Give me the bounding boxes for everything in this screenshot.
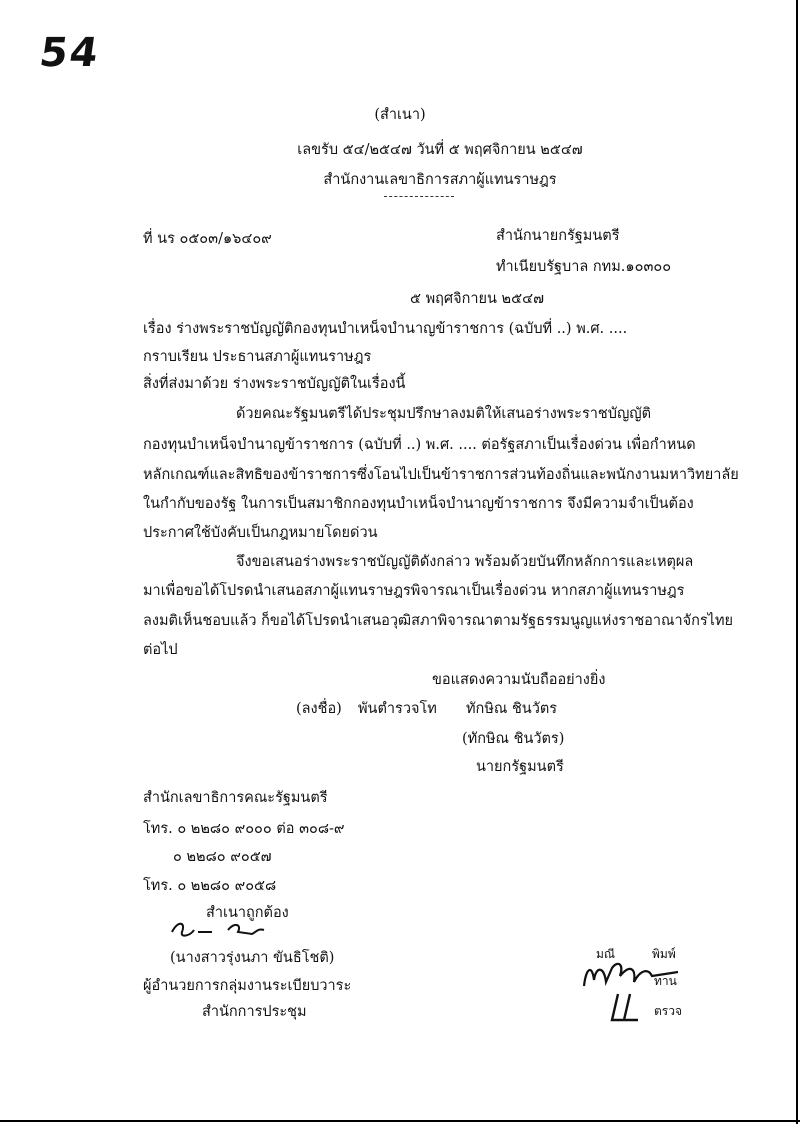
typist-name: มณี	[596, 947, 616, 961]
subject-line: เรื่อง ร่างพระราชบัญญัติกองทุนบำเหน็จบำนาญข้าราชการ (ฉบับที่ ..) พ.ศ. ....	[143, 321, 628, 337]
sender-office: สำนักนายกรัฐมนตรี	[496, 228, 620, 244]
certifier-signature-graphic	[168, 918, 278, 944]
signer-name-parenthetical: (ทักษิณ ชินวัตร)	[462, 731, 565, 747]
para2-line-1: จึงขอเสนอร่างพระราชบัญญัติดังกล่าว พร้อมด้วยบันทึกหลักการและเหตุผล	[236, 554, 694, 570]
signed-label-tan: ทาน	[654, 974, 677, 988]
certifier-name: (นางสาวรุ่งนภา ขันธิโชติ)	[170, 950, 335, 966]
sender-address: ทำเนียบรัฐบาล กทม.๑๐๓๐๐	[496, 259, 672, 275]
contact-office: สำนักเลขาธิการคณะรัฐมนตรี	[143, 790, 328, 806]
para1-line-4: ในกำกับของรัฐ ในการเป็นสมาชิกกองทุนบำเหน็จบำนาญข้าราชการ จึงมีความจำเป็นต้อง	[143, 496, 694, 512]
signer-rank: พันตำรวจโท	[358, 701, 437, 717]
para2-line-4: ต่อไป	[143, 642, 178, 658]
page-border-bottom	[0, 1120, 800, 1122]
para2-line-2: มาเพื่อขอได้โปรดนำเสนอสภาผู้แทนราษฎรพิจารณาเป็นเรื่องด่วน หากสภาผู้แทนราษฎร	[143, 583, 685, 599]
signer-name: ทักษิณ ชินวัตร	[466, 701, 558, 717]
certifier-office: สำนักการประชุม	[202, 1004, 307, 1020]
para1-line-3: หลักเกณฑ์และสิทธิของข้าราชการซึ่งโอนไปเป็นข้าราชการส่วนท้องถิ่นและพนักงานมหาวิทยาลัย	[143, 467, 739, 483]
addressee-line: กราบเรียน ประธานสภาผู้แทนราษฎร	[143, 349, 372, 365]
typed-label: พิมพ์	[652, 947, 676, 961]
signer-title: นายกรัฐมนตรี	[476, 759, 564, 775]
certifier-position: ผู้อำนวยการกลุ่มงานระเบียบวาระ	[143, 978, 352, 994]
document-number: ที่ นร ๐๕๐๓/๑๖๔๐๙	[143, 231, 272, 247]
header-separator	[384, 196, 454, 197]
receipt-line: เลขรับ ๕๔/๒๕๔๗ วันที่ ๕ พฤศจิกายน ๒๕๔๗	[297, 142, 583, 158]
letter-date: ๕ พฤศจิกายน ๒๕๔๗	[410, 291, 544, 307]
handwritten-page-number: 54	[36, 30, 103, 76]
para1-line-2: กองทุนบำเหน็จบำนาญข้าราชการ (ฉบับที่ ..) พ.ศ. .... ต่อรัฐสภาเป็นเรื่องด่วน เพื่อกำหนด	[143, 437, 696, 453]
certified-copy-label: สำเนาถูกต้อง	[206, 905, 289, 921]
contact-fax: โทร. ๐ ๒๒๘๐ ๙๐๕๘	[143, 878, 277, 894]
signed-label: (ลงชื่อ)	[296, 701, 342, 717]
check-label: ตรวจ	[654, 1004, 683, 1018]
para1-line-5: ประกาศใช้บังคับเป็นกฎหมายโดยด่วน	[143, 525, 378, 541]
para1-line-1: ด้วยคณะรัฐมนตรีได้ประชุมปรึกษาลงมติให้เสนอร่างพระราชบัญญัติ	[236, 406, 652, 422]
contact-tel-1: โทร. ๐ ๒๒๘๐ ๙๐๐๐ ต่อ ๓๐๘-๙	[143, 821, 345, 837]
closing-respect: ขอแสดงความนับถืออย่างยิ่ง	[432, 672, 606, 688]
checker-initial-graphic	[608, 990, 650, 1026]
enclosure-line: สิ่งที่ส่งมาด้วย ร่างพระราชบัญญัติในเรื่องนี้	[143, 376, 406, 392]
contact-tel-2: ๐ ๒๒๘๐ ๙๐๕๗	[173, 849, 272, 865]
receiving-office: สำนักงานเลขาธิการสภาผู้แทนราษฎร	[323, 172, 557, 188]
copy-label: (สำเนา)	[374, 107, 426, 123]
para2-line-3: ลงมติเห็นชอบแล้ว ก็ขอได้โปรดนำเสนอวุฒิสภาพิจารณาตามรัฐธรรมนูญแห่งราชอาณาจักรไทย	[143, 613, 734, 629]
